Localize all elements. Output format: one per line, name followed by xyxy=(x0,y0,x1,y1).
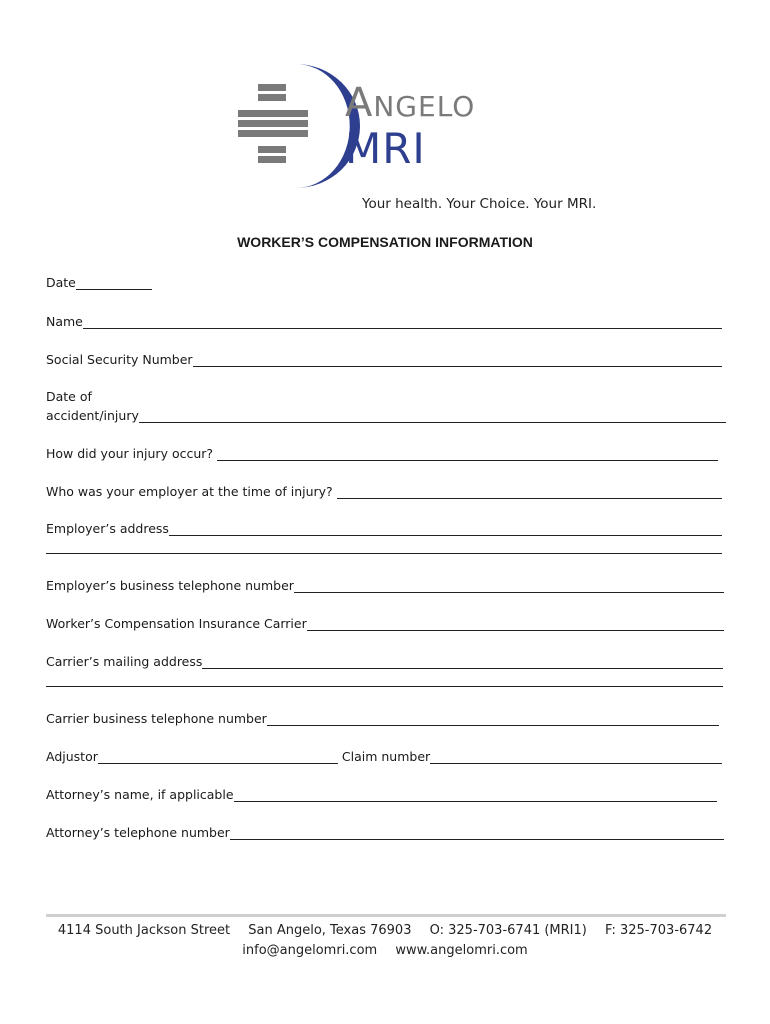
employer-address-field[interactable] xyxy=(46,521,722,536)
carrier-address-line[interactable] xyxy=(202,654,723,669)
carrier-field[interactable] xyxy=(46,616,724,631)
attorney-phone-field[interactable] xyxy=(46,825,724,840)
ssn-field[interactable] xyxy=(46,352,722,367)
employer-address-label: Employer’s address xyxy=(46,521,169,536)
attorney-phone-line[interactable] xyxy=(230,825,724,840)
footer-fax: F: 325-703-6742 xyxy=(605,923,713,938)
ssn-label: Social Security Number xyxy=(46,352,193,367)
ssn-line[interactable] xyxy=(193,352,722,367)
date-label: Date xyxy=(46,275,76,290)
tagline: Your health. Your Choice. Your MRI. xyxy=(362,196,597,212)
footer-email[interactable]: info@angelomri.com xyxy=(242,943,378,958)
footer-web-line xyxy=(0,943,770,958)
employer-address-line-2[interactable] xyxy=(46,553,722,554)
adjustor-label: Adjustor xyxy=(46,749,98,764)
accident-line[interactable] xyxy=(139,408,726,423)
carrier-address-line-2[interactable] xyxy=(46,686,723,687)
carrier-address-label: Carrier’s mailing address xyxy=(46,654,203,669)
attorney-phone-label: Attorney’s telephone number xyxy=(46,825,230,840)
adjustor-line[interactable] xyxy=(98,749,338,764)
attorney-name-field[interactable] xyxy=(46,787,717,802)
name-line[interactable] xyxy=(83,314,722,329)
accident-label-line1 xyxy=(46,389,92,404)
date-line[interactable] xyxy=(76,275,152,290)
carrier-address-field[interactable] xyxy=(46,654,723,669)
footer-city: San Angelo, Texas 76903 xyxy=(248,923,412,938)
carrier-phone-field[interactable] xyxy=(46,711,719,726)
employer-phone-label: Employer’s business telephone number xyxy=(46,578,294,593)
logo-mri-text: MRI xyxy=(345,124,426,173)
date-field[interactable] xyxy=(46,275,152,290)
injury-how-line[interactable] xyxy=(217,446,718,461)
accident-label-1: Date of xyxy=(46,389,92,404)
injury-how-field[interactable] xyxy=(46,446,718,461)
footer-divider xyxy=(46,914,726,917)
accident-date-field[interactable] xyxy=(46,408,726,423)
carrier-label: Worker’s Compensation Insurance Carrier xyxy=(46,616,307,631)
carrier-phone-label: Carrier business telephone number xyxy=(46,711,267,726)
footer-website[interactable]: www.angelomri.com xyxy=(395,943,528,958)
adjustor-claim-row xyxy=(46,749,722,764)
footer-contact-line xyxy=(0,923,770,938)
attorney-name-label: Attorney’s name, if applicable xyxy=(46,787,234,802)
employer-address-line[interactable] xyxy=(169,521,722,536)
injury-how-label: How did your injury occur? xyxy=(46,446,214,461)
carrier-phone-line[interactable] xyxy=(267,711,719,726)
claim-label: Claim number xyxy=(341,749,431,764)
footer-office-phone: O: 325-703-6741 (MRI1) xyxy=(429,923,587,938)
accident-label-2: accident/injury xyxy=(46,408,139,423)
name-label: Name xyxy=(46,314,83,329)
form-title: WORKER’S COMPENSATION INFORMATION xyxy=(237,234,533,250)
employer-phone-field[interactable] xyxy=(46,578,724,593)
employer-label: Who was your employer at the time of injury? xyxy=(46,484,333,499)
footer-address: 4114 South Jackson Street xyxy=(57,923,231,938)
name-field[interactable] xyxy=(46,314,722,329)
employer-line[interactable] xyxy=(337,484,722,499)
attorney-name-line[interactable] xyxy=(234,787,717,802)
employer-field[interactable] xyxy=(46,484,722,499)
employer-phone-line[interactable] xyxy=(294,578,724,593)
carrier-line[interactable] xyxy=(307,616,724,631)
claim-line[interactable] xyxy=(430,749,722,764)
logo-angelo-text: Angelo xyxy=(345,80,476,126)
